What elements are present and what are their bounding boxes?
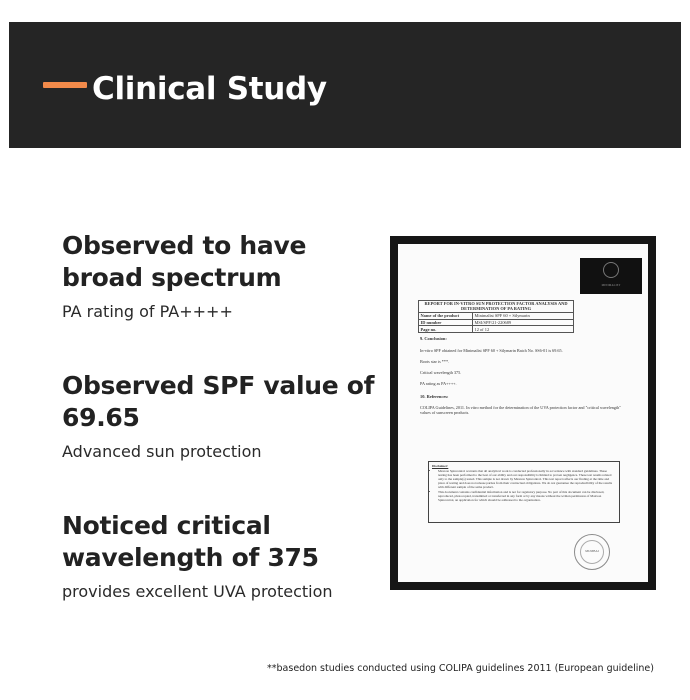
claim-subtext: PA rating of PA++++ — [62, 302, 233, 321]
claim-subtext: provides excellent UVA protection — [62, 582, 333, 601]
reference-text: COLIPA Guidelines, 2011. In vitro method for the determination of the UVA protection factor and "critical wavelength" values of sunscreen products. — [420, 405, 621, 416]
footnote: **basedon studies conducted using COLIPA guidelines 2011 (European guideline) — [267, 663, 654, 674]
conclusion-heading: 9. Conclusion: — [420, 336, 447, 341]
claim-heading: Observed SPF value of 69.65 — [62, 371, 375, 432]
logo-mark-icon — [603, 262, 619, 278]
claim-heading: Noticed critical wavelength of 375 — [62, 511, 319, 572]
stamp-text: MUMBAI — [585, 549, 599, 553]
report-document — [398, 244, 648, 582]
table-row: Name of the product Minimalist SPF 60 + Silymarin — [419, 312, 574, 319]
references-heading: 10. References: — [420, 394, 449, 399]
disclaimer-title: Disclaimer: — [432, 464, 449, 468]
conclusion-line: PA rating as PA++++. — [420, 381, 457, 386]
brand-logo — [580, 258, 642, 294]
report-title: REPORT FOR IN-VITRO SUN PROTECTION FACTOR ANALYSIS AND DETERMINATION OF PA RATING — [419, 301, 574, 313]
table-row: ID number MSI/SPF/21-220689 — [419, 319, 574, 326]
disclaimer-item: • Maxxon Spincontrol warrants that all analytical work is conducted professionally in accordance with standard guidelines. These testing has been performed to the best of our ability and our responsibility is limited to proven negligence. These test results related only to the sample(s) tested. This sample is not drawn by Maxxon Spincontrol. This test report reflects our finding at the time and place of testing and does not release parties from their contractual obligations. We do not guarantee the reproducibility of the results with different sample of the same product. — [438, 469, 616, 489]
conclusion-line: Boots star is ***. — [420, 359, 450, 364]
claim-broad-spectrum — [62, 230, 382, 322]
conclusion-line: Critical wavelength 375. — [420, 370, 462, 375]
report-info-table — [418, 300, 574, 333]
claim-subtext: Advanced sun protection — [62, 442, 262, 461]
claim-heading: Observed to have broad spectrum — [62, 231, 307, 292]
disclaimer-item: • This document contains confidential information and is not for regulatory purpose. No part of this document can be disclosed, reproduced, photocopied, transmitted or transferred in any form or by any means without the written permission of Maxxon Spincontrol, an application for which should be addressed to the organisation. — [438, 490, 616, 502]
claim-critical-wavelength — [62, 510, 382, 602]
official-stamp — [574, 534, 610, 570]
report-image-frame — [390, 236, 656, 590]
conclusion-line: In-vitro SPF obtained for Minimalist SPF 60 + Silymarin Batch No. SS6-01 is 69.65. — [420, 348, 563, 353]
logo-text: MINIMALIST — [601, 284, 621, 287]
header-banner — [9, 22, 681, 148]
page-title: Clinical Study — [92, 71, 327, 107]
accent-bar — [43, 82, 87, 88]
disclaimer-box — [428, 461, 620, 523]
claim-spf-value — [62, 370, 382, 462]
table-row: Page no. 12 of 12 — [419, 326, 574, 333]
